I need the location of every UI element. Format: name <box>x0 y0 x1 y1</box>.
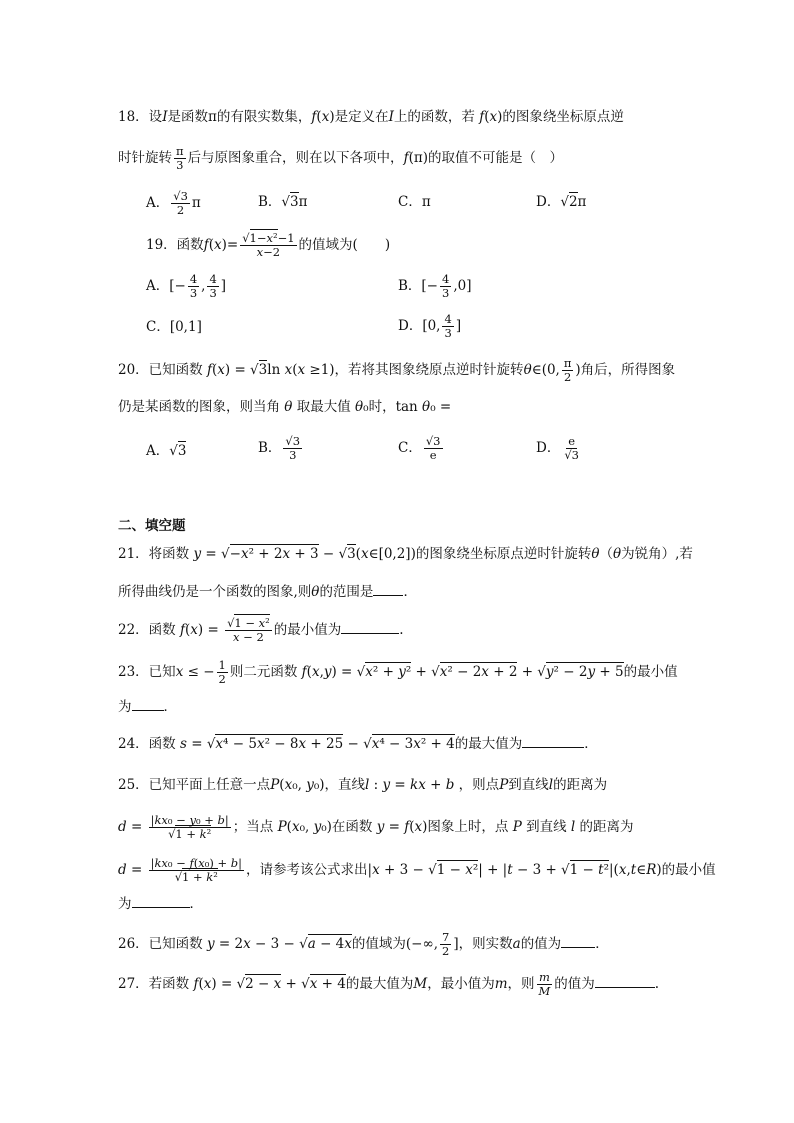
q21-line2: 所得曲线仍是一个函数的图象,则θ的范围是 ． <box>118 581 417 602</box>
q18-option-c: C．π <box>398 194 431 210</box>
q20-option-c: C． $\frac{√3}{e}$ <box>398 434 441 462</box>
q18-option-b: B．√3π <box>258 194 308 210</box>
q20-option-a: A．√3 <box>146 443 187 459</box>
q18-line2: 时针旋转 $\frac{\pi}{3}$ 后与原图象重合，则在以下各项中，f(π)的取值不可能是（ ） <box>118 144 563 172</box>
q24: 24．函数 s = √x⁴ − 5x² − 8x + 25 − √x⁴ − 3x² + 4的最大值为 ． <box>118 733 598 754</box>
q25-line4: 为 ． <box>118 893 203 914</box>
q18-line1: 18．设I是函数π的有限实数集，f(x)是定义在I上的函数，若 f(x)的图象绕坐标原点逆 <box>118 109 624 125</box>
q21-line1: 21．将函数 y = √−x² + 2x + 3 − √3(x∈[0,2])的图象绕坐标原点逆时针旋转θ（θ为锐角）,若 <box>118 546 693 562</box>
q20-option-b: B． $\frac{√3}{3}$ <box>258 434 301 462</box>
q18-option-d: D．√2π <box>536 194 587 210</box>
q23-line1: 23．已知x ≤ − $\frac{1}{2}$ 则二元函数 f(x,y) = √x² + y² + √x² − 2x + 2 + √y² − 2y + 5的最小值 <box>118 658 678 686</box>
q25-line2: d = $\frac{\text{|kx₀ − y₀ + b|}}{\text{√1 + k²}}$ ；当点 P(x₀, y₀)在函数 y = f(x)图象上时，点 P 到直线 l 的距离为 <box>118 813 634 841</box>
q20-line2: 仍是某函数的图象，则当角 θ 取最大值 θ₀时，tan θ₀ = <box>118 399 452 415</box>
q27: 27．若函数 f(x) = √2 − x + √x + 4的最大值为M，最小值为m，则 $\frac{m}{M}$ 的值为 . <box>118 970 660 998</box>
q19-line1: 19．函数f(x)= $\frac{\text{√1−x²−1}}{x-2}$ 的值域为( ) <box>146 231 391 259</box>
q22: 22．函数 f(x) = $\frac{\text{√1 − x²}}{x - 2}$ 的最小值为 . <box>118 616 404 644</box>
q18-option-a: A． $\frac{√3}{2}$ π <box>146 189 201 217</box>
q20-option-d: D． $\frac{e}{√3}$ <box>536 434 579 462</box>
q19-option-a: A．[− $\frac{4}{3}$ , $\frac{4}{3}$ ] <box>146 272 227 300</box>
q23-line2: 为 ． <box>118 696 177 717</box>
q20-line1: 20．已知函数 f(x) = √3ln x(x ≥1)，若将其图象绕原点逆时针旋转θ∈(0, $\frac{\pi}{2}$ )角后，所得图象 <box>118 356 676 384</box>
q25-line1: 25．已知平面上任意一点P(x₀, y₀)，直线l : y = kx + b ，则点P到直线l的距离为 <box>118 777 608 793</box>
section-heading: 二、填空题 <box>118 518 186 534</box>
q19-option-d: D．[0, $\frac{4}{3}$ ] <box>398 312 462 340</box>
q26: 26．已知函数 y = 2x − 3 − √a − 4x的值域为(−∞, $\frac{7}{2}$ ]，则实数a的值为 ． <box>118 930 609 958</box>
q25-line3: d = $\frac{\text{|kx₀ − f(x₀) + b|}}{\text{√1 + k²}}$ ，请参考该公式求出|x + 3 − √1 − x²| + |t − 3 + √1 − t²|(x,t∈R)的最小值 <box>118 856 716 884</box>
q19-option-b: B．[− $\frac{4}{3}$ ,0] <box>398 272 472 300</box>
q19-option-c: C．[0,1] <box>146 319 202 335</box>
